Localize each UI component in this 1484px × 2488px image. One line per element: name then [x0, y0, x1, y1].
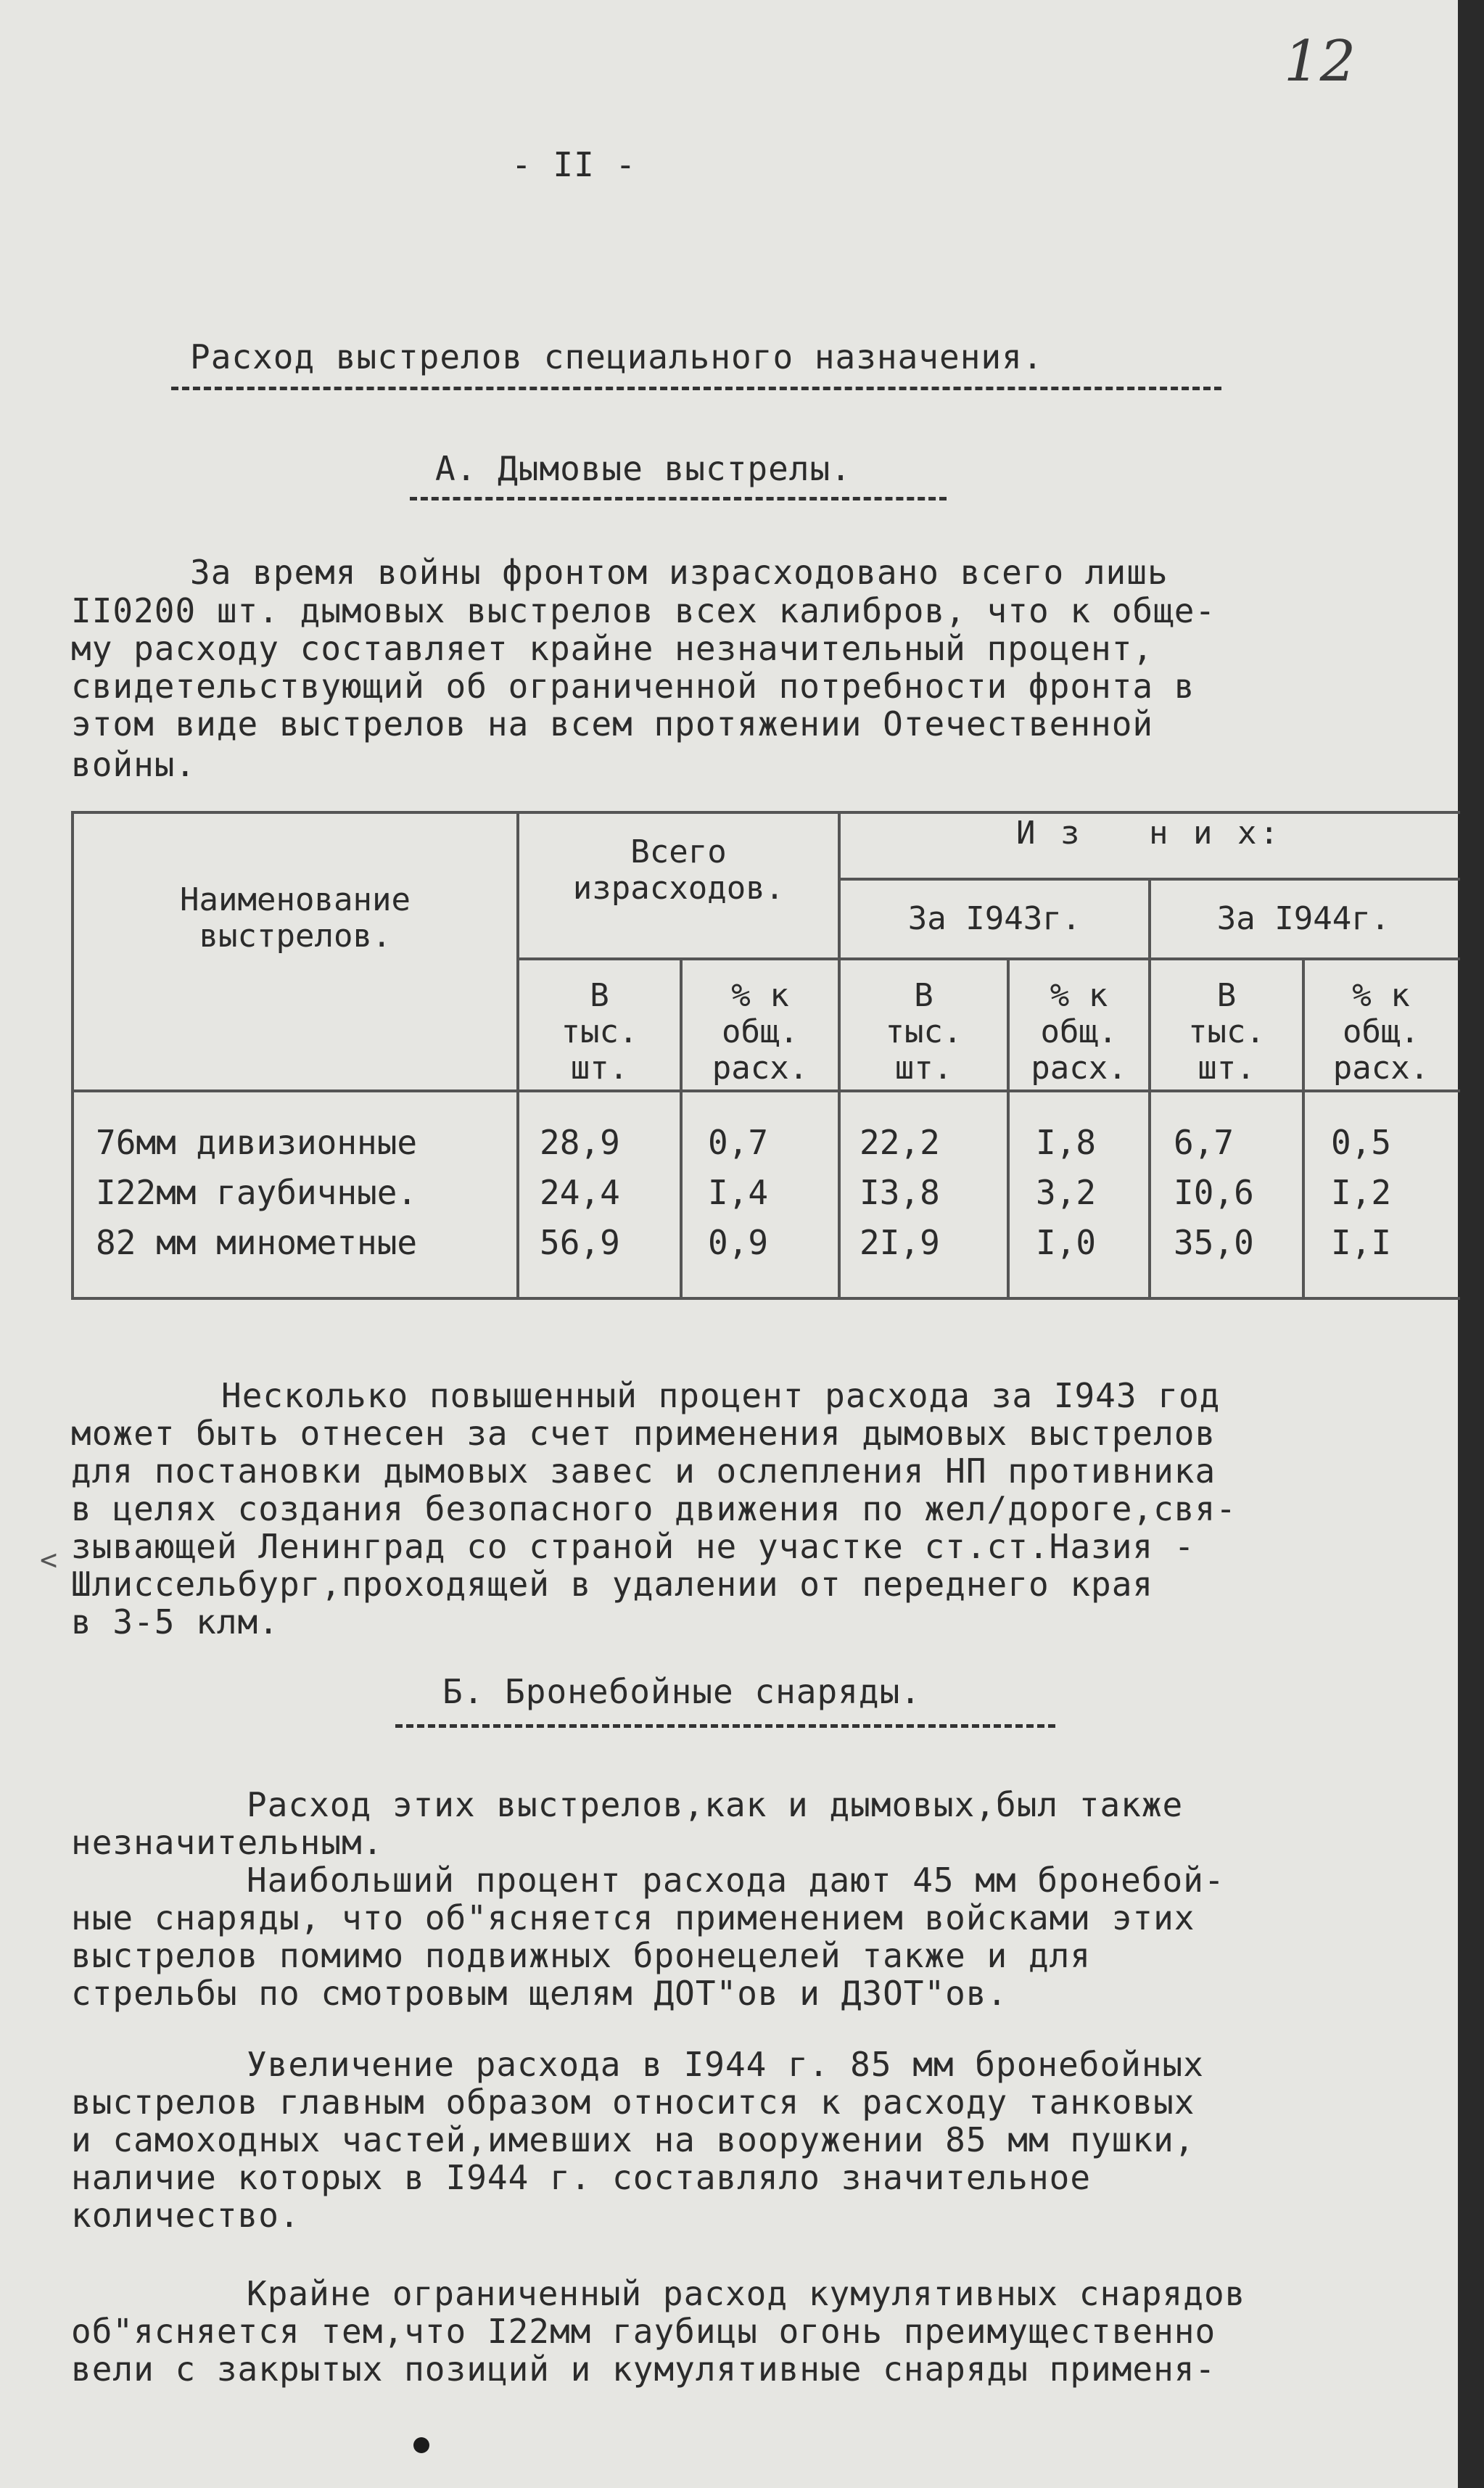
para-a-line-4: свидетельствующий об ограниченной потребности фронта в: [71, 667, 1195, 706]
table-line-subheader: [516, 957, 1460, 960]
para-2-line-1: Несколько повышенный процент расхода за I943 год: [221, 1376, 1221, 1415]
section-number: - II -: [511, 145, 637, 184]
heading-underline: [171, 387, 1221, 390]
para-b1-line-2: незначительным.: [71, 1823, 384, 1862]
header-year-1943: За I943г.: [907, 900, 1081, 937]
section-b-underline: [395, 1724, 1055, 1728]
subheader-qty: В тыс. шт.: [561, 977, 638, 1087]
para-a-line-1: За время войны фронтом израсходовано всего лишь: [190, 553, 1168, 592]
subheader-pct: % к общ. расх.: [1031, 977, 1127, 1087]
subheader-pct: % к общ. расх.: [1332, 977, 1430, 1087]
cell-total-qty: 56,9: [540, 1223, 620, 1262]
section-a-underline: [410, 497, 947, 501]
para-b3-line-2: выстрелов главным образом относится к расходу танковых: [71, 2083, 1195, 2122]
table-top-border: [71, 811, 1460, 814]
header-total: Всего израсходов.: [572, 833, 785, 907]
section-b-title: Б. Бронебойные снаряды.: [442, 1672, 921, 1711]
header-year-1944: За I944г.: [1216, 900, 1390, 937]
para-2-line-6: Шлиссельбург,проходящей в удалении от переднего края: [71, 1565, 1154, 1604]
cell-1944-qty: 6,7: [1174, 1123, 1234, 1162]
subheader-qty: В тыс. шт.: [1188, 977, 1265, 1087]
para-b2-line-2: ные снаряды, что об"ясняется применением войсками этих: [71, 1898, 1195, 1937]
cell-1944-qty: I0,6: [1174, 1173, 1254, 1212]
para-b1-line-1: Расход этих выстрелов,как и дымовых,был также: [247, 1785, 1184, 1824]
para-2-line-2: может быть отнесен за счет применения дымовых выстрелов: [71, 1414, 1216, 1453]
table-bottom-border: [71, 1297, 1460, 1300]
para-b2-line-3: выстрелов помимо подвижных бронецелей также и для: [71, 1936, 1092, 1975]
para-b3-line-1: Увеличение расхода в I944 г. 85 мм бронебойных: [247, 2045, 1204, 2084]
header-of-them: И з н и х:: [1016, 815, 1282, 852]
para-2-line-4: в целях создания безопасного движения по жел/дороге,свя-: [71, 1489, 1237, 1528]
subheader-pct: % к общ. расх.: [712, 977, 809, 1087]
cell-1943-pct: I,8: [1036, 1123, 1097, 1162]
header-name: Наименование выстрелов.: [180, 881, 411, 955]
cell-total-pct: I,4: [708, 1173, 769, 1212]
cell-1944-qty: 35,0: [1174, 1223, 1254, 1262]
para-b2-line-4: стрельбы по смотровым щелям ДОТ"ов и ДЗОТ"ов.: [71, 1974, 1008, 2013]
para-a-line-5: этом виде выстрелов на всем протяжении Отечественной: [71, 704, 1154, 743]
punch-hole-icon: [413, 2437, 429, 2453]
cell-total-pct: 0,7: [708, 1123, 769, 1162]
cell-1944-pct: I,2: [1331, 1173, 1392, 1212]
row-name: 82 мм минометные: [96, 1223, 418, 1262]
para-b4-line-1: Крайне ограниченный расход кумулятивных снарядов: [247, 2274, 1246, 2313]
para-b2-line-1: Наибольший процент расхода дают 45 мм бронебой-: [247, 1861, 1225, 1900]
subheader-qty: В тыс. шт.: [885, 977, 962, 1087]
para-2-line-3: для постановки дымовых завес и ослепления НП противника: [71, 1451, 1216, 1491]
para-b3-line-3: и самоходных частей,имевших на вооружении 85 мм пушки,: [71, 2120, 1195, 2159]
cell-1943-pct: 3,2: [1036, 1173, 1097, 1212]
cell-total-qty: 28,9: [540, 1123, 620, 1162]
para-2-line-5: зывающей Ленинград со страной не участке ст.ст.Назия -: [71, 1527, 1195, 1566]
table-col-divider: [1148, 878, 1151, 1300]
cell-1943-qty: 22,2: [860, 1123, 940, 1162]
cell-1943-qty: I3,8: [860, 1173, 940, 1212]
para-2-line-7: в 3-5 клм.: [71, 1602, 279, 1641]
page-heading: Расход выстрелов специального назначения.: [190, 337, 1044, 376]
table-header-bottom: [71, 1089, 1460, 1092]
section-a-title: А. Дымовые выстрелы.: [435, 449, 852, 488]
para-b3-line-4: наличие которых в I944 г. составляло значительное: [71, 2158, 1092, 2197]
row-name: 76мм дивизионные: [96, 1123, 418, 1162]
cell-1944-pct: 0,5: [1331, 1123, 1392, 1162]
para-b4-line-2: об"ясняется тем,что I22мм гаубицы огонь преимущественно: [71, 2312, 1216, 2351]
cell-total-pct: 0,9: [708, 1223, 769, 1262]
para-a-line-2: II0200 шт. дымовых выстрелов всех калибров, что к обще-: [71, 591, 1216, 630]
margin-arrow-icon: <: [40, 1544, 58, 1577]
para-b3-line-5: количество.: [71, 2196, 300, 2235]
cell-1943-pct: I,0: [1036, 1223, 1097, 1262]
para-a-line-3: му расходу составляет крайне незначительный процент,: [71, 629, 1154, 668]
para-a-line-6: войны.: [71, 745, 197, 784]
page-number-handwritten: 12: [1284, 29, 1356, 94]
row-name: I22мм гаубичные.: [96, 1173, 418, 1212]
para-b4-line-3: вели с закрытых позиций и кумулятивные снаряды применя-: [71, 2349, 1216, 2389]
cell-1944-pct: I,I: [1331, 1223, 1392, 1262]
cell-1943-qty: 2I,9: [860, 1223, 940, 1262]
cell-total-qty: 24,4: [540, 1173, 620, 1212]
